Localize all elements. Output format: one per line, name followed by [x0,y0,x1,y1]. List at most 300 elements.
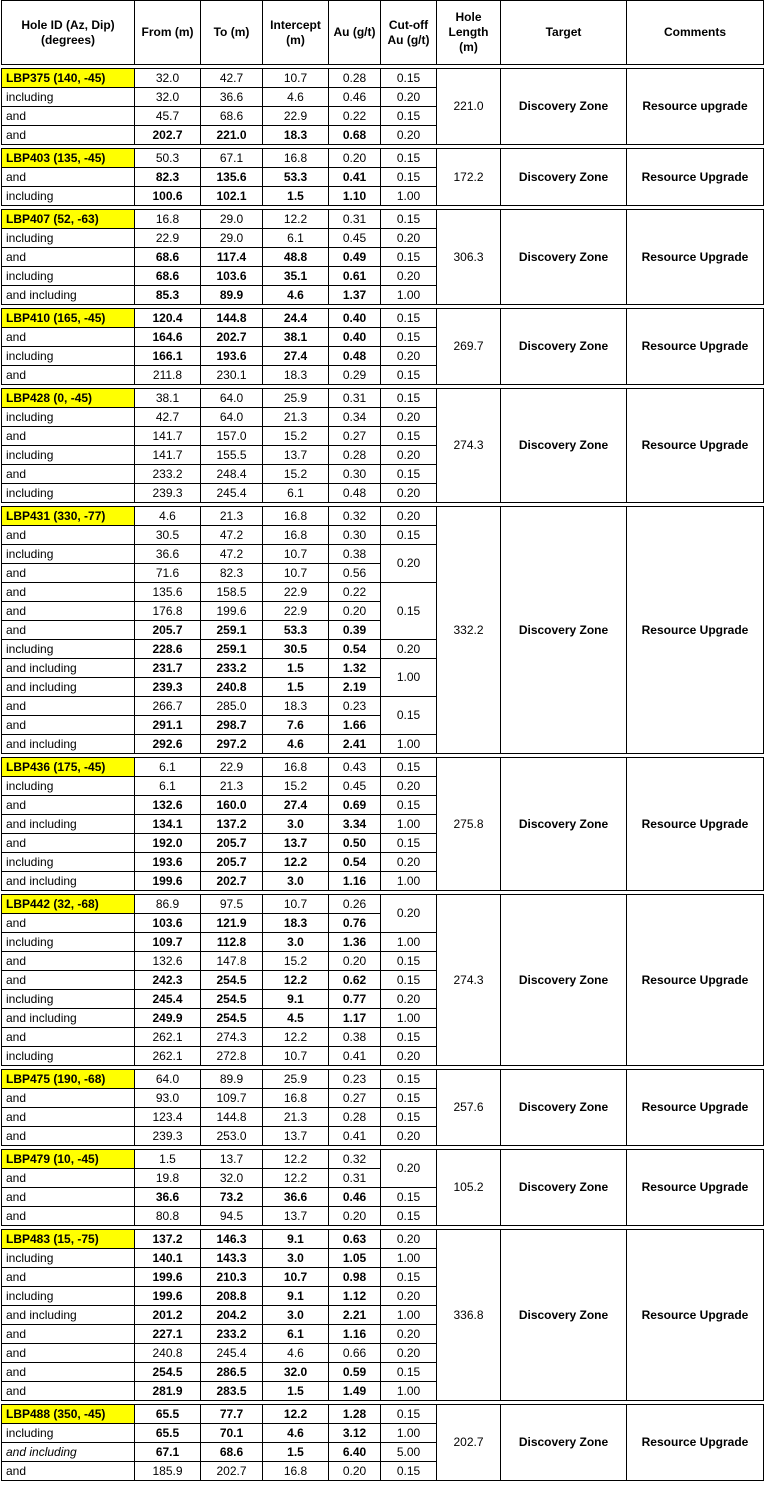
cutoff-cell: 0.15 [381,971,437,990]
au-grade-cell: 1.10 [329,187,381,206]
from-cell: 233.2 [135,465,201,484]
from-cell: 123.4 [135,1108,201,1127]
au-grade-cell: 0.28 [329,446,381,465]
intercept-cell: 12.2 [263,1150,329,1169]
table-row [2,1230,764,1249]
from-cell: 291.1 [135,716,201,735]
from-cell: 141.7 [135,446,201,465]
intercept-cell: 6.1 [263,484,329,503]
intercept-cell: 12.2 [263,1169,329,1188]
to-cell: 67.1 [201,149,263,168]
to-cell: 36.6 [201,88,263,107]
to-cell: 230.1 [201,366,263,385]
au-grade-cell: 2.21 [329,1306,381,1325]
intercept-cell: 15.2 [263,427,329,446]
intercept-cell: 10.7 [263,545,329,564]
hole-id-cell: LBP479 (10, -45) [2,1150,135,1169]
intercept-cell: 21.3 [263,408,329,427]
au-grade-cell: 0.39 [329,621,381,640]
cutoff-cell: 0.15 [381,1363,437,1382]
from-cell: 68.6 [135,267,201,286]
cutoff-cell: 0.15 [381,69,437,88]
au-grade-cell: 0.98 [329,1268,381,1287]
cutoff-cell: 0.20 [381,446,437,465]
au-grade-cell: 0.41 [329,1127,381,1146]
hole-length-cell: 105.2 [437,1150,501,1226]
to-cell: 199.6 [201,602,263,621]
intercept-cell: 3.0 [263,1306,329,1325]
cutoff-cell: 0.15 [381,168,437,187]
interval-label: and [2,248,135,267]
from-cell: 228.6 [135,640,201,659]
from-cell: 65.5 [135,1405,201,1424]
cutoff-cell: 1.00 [381,1249,437,1268]
from-cell: 227.1 [135,1325,201,1344]
to-cell: 109.7 [201,1089,263,1108]
to-cell: 160.0 [201,796,263,815]
intercept-cell: 1.5 [263,659,329,678]
au-grade-cell: 0.43 [329,758,381,777]
intercept-cell: 9.1 [263,1230,329,1249]
au-grade-cell: 0.41 [329,168,381,187]
hole-id-cell: LBP403 (135, -45) [2,149,135,168]
intercept-cell: 9.1 [263,990,329,1009]
intercept-cell: 10.7 [263,1268,329,1287]
from-cell: 71.6 [135,564,201,583]
cutoff-cell: 0.15 [381,248,437,267]
cutoff-cell: 0.15 [381,210,437,229]
header-hole-length: Hole Length (m) [437,1,501,65]
cutoff-cell: 0.15 [381,1405,437,1424]
cutoff-cell: 0.20 [381,1287,437,1306]
interval-label: and [2,1108,135,1127]
to-cell: 73.2 [201,1188,263,1207]
from-cell: 120.4 [135,309,201,328]
to-cell: 102.1 [201,187,263,206]
intercept-cell: 36.6 [263,1188,329,1207]
header-au: Au (g/t) [329,1,381,65]
au-grade-cell: 0.27 [329,427,381,446]
au-grade-cell: 0.31 [329,389,381,408]
intercept-cell: 16.8 [263,149,329,168]
interval-label: and [2,1028,135,1047]
au-grade-cell: 0.45 [329,229,381,248]
intercept-cell: 7.6 [263,716,329,735]
to-cell: 202.7 [201,328,263,347]
interval-label: including [2,347,135,366]
interval-label: and including [2,815,135,834]
cutoff-cell: 0.20 [381,640,437,659]
intercept-cell: 13.7 [263,1207,329,1226]
au-grade-cell: 0.41 [329,1047,381,1066]
from-cell: 100.6 [135,187,201,206]
cutoff-cell: 0.15 [381,309,437,328]
cutoff-cell: 0.20 [381,895,437,933]
from-cell: 262.1 [135,1047,201,1066]
intercept-cell: 48.8 [263,248,329,267]
from-cell: 36.6 [135,545,201,564]
hole-length-cell: 269.7 [437,309,501,385]
from-cell: 30.5 [135,526,201,545]
from-cell: 19.8 [135,1169,201,1188]
from-cell: 85.3 [135,286,201,305]
interval-label: and [2,952,135,971]
cutoff-cell: 0.15 [381,389,437,408]
interval-label: and [2,427,135,446]
interval-label: and [2,621,135,640]
au-grade-cell: 0.40 [329,309,381,328]
interval-label: and [2,602,135,621]
to-cell: 205.7 [201,834,263,853]
hole-length-cell: 332.2 [437,507,501,754]
to-cell: 117.4 [201,248,263,267]
from-cell: 42.7 [135,408,201,427]
table-body [2,65,764,1481]
cutoff-cell: 0.20 [381,484,437,503]
cutoff-cell: 0.15 [381,1268,437,1287]
hole-id-cell: LBP431 (330, -77) [2,507,135,526]
intercept-cell: 3.0 [263,1249,329,1268]
cutoff-cell: 0.15 [381,465,437,484]
cutoff-cell: 0.15 [381,328,437,347]
intercept-cell: 13.7 [263,1127,329,1146]
from-cell: 65.5 [135,1424,201,1443]
to-cell: 137.2 [201,815,263,834]
interval-label: and including [2,678,135,697]
intercept-cell: 3.0 [263,933,329,952]
intercept-cell: 25.9 [263,1070,329,1089]
au-grade-cell: 0.31 [329,210,381,229]
au-grade-cell: 0.49 [329,248,381,267]
table-row [2,69,764,88]
intercept-cell: 27.4 [263,796,329,815]
cutoff-cell: 0.20 [381,990,437,1009]
to-cell: 158.5 [201,583,263,602]
intercept-cell: 13.7 [263,446,329,465]
interval-label: and [2,1363,135,1382]
hole-id-cell: LBP407 (52, -63) [2,210,135,229]
interval-label: and [2,583,135,602]
intercept-cell: 16.8 [263,507,329,526]
cutoff-cell: 1.00 [381,1382,437,1401]
header-from: From (m) [135,1,201,65]
to-cell: 29.0 [201,210,263,229]
from-cell: 68.6 [135,248,201,267]
au-grade-cell: 0.22 [329,107,381,126]
from-cell: 245.4 [135,990,201,1009]
intercept-cell: 35.1 [263,267,329,286]
to-cell: 64.0 [201,389,263,408]
to-cell: 208.8 [201,1287,263,1306]
interval-label: and [2,526,135,545]
intercept-cell: 4.6 [263,1424,329,1443]
from-cell: 239.3 [135,1127,201,1146]
au-grade-cell: 0.32 [329,507,381,526]
to-cell: 245.4 [201,484,263,503]
table-row [2,758,764,777]
to-cell: 42.7 [201,69,263,88]
cutoff-cell: 0.15 [381,366,437,385]
from-cell: 22.9 [135,229,201,248]
intercept-cell: 6.1 [263,1325,329,1344]
intercept-cell: 12.2 [263,971,329,990]
from-cell: 141.7 [135,427,201,446]
interval-label: and [2,1268,135,1287]
hole-length-cell: 221.0 [437,69,501,145]
au-grade-cell: 0.45 [329,777,381,796]
comments-cell: Resource Upgrade [627,1405,764,1481]
intercept-cell: 27.4 [263,347,329,366]
intercept-cell: 3.0 [263,872,329,891]
au-grade-cell: 0.26 [329,895,381,914]
hole-id-cell: LBP442 (32, -68) [2,895,135,914]
interval-label: and [2,366,135,385]
to-cell: 274.3 [201,1028,263,1047]
to-cell: 259.1 [201,640,263,659]
cutoff-cell: 0.15 [381,1089,437,1108]
cutoff-cell: 0.20 [381,1150,437,1188]
au-grade-cell: 0.56 [329,564,381,583]
from-cell: 176.8 [135,602,201,621]
interval-label: including [2,267,135,286]
cutoff-cell: 0.20 [381,1230,437,1249]
interval-label: and including [2,286,135,305]
header-target: Target [501,1,627,65]
au-grade-cell: 0.22 [329,583,381,602]
from-cell: 166.1 [135,347,201,366]
interval-label: including [2,640,135,659]
drill-results-table [1,0,764,1481]
from-cell: 6.1 [135,758,201,777]
au-grade-cell: 1.49 [329,1382,381,1401]
comments-cell: Resource Upgrade [627,149,764,206]
hole-id-cell: LBP410 (165, -45) [2,309,135,328]
hole-id-cell: LBP375 (140, -45) [2,69,135,88]
intercept-cell: 12.2 [263,853,329,872]
intercept-cell: 18.3 [263,914,329,933]
cutoff-cell: 0.20 [381,853,437,872]
au-grade-cell: 1.12 [329,1287,381,1306]
interval-label: and [2,168,135,187]
au-grade-cell: 0.32 [329,1150,381,1169]
interval-label: including [2,484,135,503]
table-row [2,507,764,526]
to-cell: 68.6 [201,107,263,126]
target-cell: Discovery Zone [501,1230,627,1401]
to-cell: 144.8 [201,1108,263,1127]
to-cell: 29.0 [201,229,263,248]
au-grade-cell: 0.40 [329,328,381,347]
intercept-cell: 6.1 [263,229,329,248]
intercept-cell: 12.2 [263,210,329,229]
au-grade-cell: 0.38 [329,545,381,564]
to-cell: 47.2 [201,545,263,564]
cutoff-cell: 1.00 [381,659,437,697]
intercept-cell: 16.8 [263,758,329,777]
intercept-cell: 10.7 [263,1047,329,1066]
au-grade-cell: 0.62 [329,971,381,990]
from-cell: 266.7 [135,697,201,716]
from-cell: 164.6 [135,328,201,347]
au-grade-cell: 0.34 [329,408,381,427]
intercept-cell: 4.5 [263,1009,329,1028]
hole-length-cell: 274.3 [437,389,501,503]
au-grade-cell: 1.16 [329,872,381,891]
from-cell: 1.5 [135,1150,201,1169]
au-grade-cell: 0.29 [329,366,381,385]
cutoff-cell: 1.00 [381,872,437,891]
table-row [2,309,764,328]
interval-label: and [2,971,135,990]
header-comments: Comments [627,1,764,65]
cutoff-cell: 0.15 [381,952,437,971]
interval-label: including [2,1424,135,1443]
cutoff-cell: 0.15 [381,1188,437,1207]
from-cell: 86.9 [135,895,201,914]
to-cell: 248.4 [201,465,263,484]
header-row [2,1,764,65]
interval-label: including [2,446,135,465]
to-cell: 204.2 [201,1306,263,1325]
cutoff-cell: 1.00 [381,815,437,834]
to-cell: 193.6 [201,347,263,366]
to-cell: 64.0 [201,408,263,427]
target-cell: Discovery Zone [501,1405,627,1481]
cutoff-cell: 0.15 [381,1108,437,1127]
cutoff-cell: 0.20 [381,545,437,583]
from-cell: 231.7 [135,659,201,678]
table-row [2,1405,764,1424]
interval-label: including [2,1287,135,1306]
au-grade-cell: 0.23 [329,1070,381,1089]
from-cell: 36.6 [135,1188,201,1207]
cutoff-cell: 1.00 [381,933,437,952]
intercept-cell: 16.8 [263,1089,329,1108]
to-cell: 121.9 [201,914,263,933]
intercept-cell: 30.5 [263,640,329,659]
comments-cell: Resource upgrade [627,69,764,145]
to-cell: 233.2 [201,1325,263,1344]
hole-length-cell: 257.6 [437,1070,501,1146]
interval-label: and [2,697,135,716]
hole-id-cell: LBP475 (190, -68) [2,1070,135,1089]
header-to: To (m) [201,1,263,65]
from-cell: 211.8 [135,366,201,385]
to-cell: 286.5 [201,1363,263,1382]
au-grade-cell: 3.34 [329,815,381,834]
intercept-cell: 1.5 [263,1382,329,1401]
from-cell: 64.0 [135,1070,201,1089]
au-grade-cell: 0.50 [329,834,381,853]
au-grade-cell: 1.36 [329,933,381,952]
from-cell: 140.1 [135,1249,201,1268]
to-cell: 68.6 [201,1443,263,1462]
au-grade-cell: 1.37 [329,286,381,305]
interval-label: and including [2,1009,135,1028]
intercept-cell: 24.4 [263,309,329,328]
table-row [2,1070,764,1089]
cutoff-cell: 0.20 [381,1325,437,1344]
to-cell: 146.3 [201,1230,263,1249]
interval-label: including [2,88,135,107]
cutoff-cell: 0.15 [381,697,437,735]
au-grade-cell: 1.28 [329,1405,381,1424]
to-cell: 22.9 [201,758,263,777]
interval-label: and [2,107,135,126]
target-cell: Discovery Zone [501,149,627,206]
au-grade-cell: 0.30 [329,526,381,545]
from-cell: 199.6 [135,872,201,891]
interval-label: and [2,796,135,815]
target-cell: Discovery Zone [501,389,627,503]
au-grade-cell: 0.48 [329,347,381,366]
interval-label: including [2,545,135,564]
cutoff-cell: 0.15 [381,107,437,126]
to-cell: 202.7 [201,872,263,891]
to-cell: 70.1 [201,1424,263,1443]
intercept-cell: 15.2 [263,952,329,971]
intercept-cell: 53.3 [263,168,329,187]
to-cell: 283.5 [201,1382,263,1401]
to-cell: 89.9 [201,286,263,305]
to-cell: 135.6 [201,168,263,187]
intercept-cell: 3.0 [263,815,329,834]
interval-label: and [2,126,135,145]
target-cell: Discovery Zone [501,69,627,145]
intercept-cell: 10.7 [263,895,329,914]
cutoff-cell: 0.15 [381,149,437,168]
au-grade-cell: 0.46 [329,88,381,107]
intercept-cell: 15.2 [263,777,329,796]
intercept-cell: 16.8 [263,1462,329,1481]
cutoff-cell: 0.15 [381,1070,437,1089]
comments-cell: Resource Upgrade [627,1070,764,1146]
comments-cell: Resource Upgrade [627,758,764,891]
from-cell: 16.8 [135,210,201,229]
au-grade-cell: 2.41 [329,735,381,754]
au-grade-cell: 0.76 [329,914,381,933]
table-row [2,1150,764,1169]
hole-length-cell: 274.3 [437,895,501,1066]
table-row [2,149,764,168]
intercept-cell: 18.3 [263,366,329,385]
cutoff-cell: 0.20 [381,126,437,145]
interval-label: and including [2,1443,135,1462]
intercept-cell: 1.5 [263,187,329,206]
from-cell: 134.1 [135,815,201,834]
au-grade-cell: 0.27 [329,1089,381,1108]
cutoff-cell: 0.15 [381,427,437,446]
cutoff-cell: 0.20 [381,777,437,796]
cutoff-cell: 1.00 [381,1424,437,1443]
from-cell: 201.2 [135,1306,201,1325]
from-cell: 38.1 [135,389,201,408]
table-row [2,210,764,229]
from-cell: 6.1 [135,777,201,796]
cutoff-cell: 0.20 [381,507,437,526]
au-grade-cell: 0.31 [329,1169,381,1188]
from-cell: 199.6 [135,1287,201,1306]
hole-id-cell: LBP436 (175, -45) [2,758,135,777]
intercept-cell: 9.1 [263,1287,329,1306]
hole-id-cell: LBP488 (350, -45) [2,1405,135,1424]
table-row [2,389,764,408]
au-grade-cell: 0.20 [329,1462,381,1481]
au-grade-cell: 0.20 [329,149,381,168]
to-cell: 259.1 [201,621,263,640]
interval-label: and [2,1188,135,1207]
to-cell: 254.5 [201,990,263,1009]
